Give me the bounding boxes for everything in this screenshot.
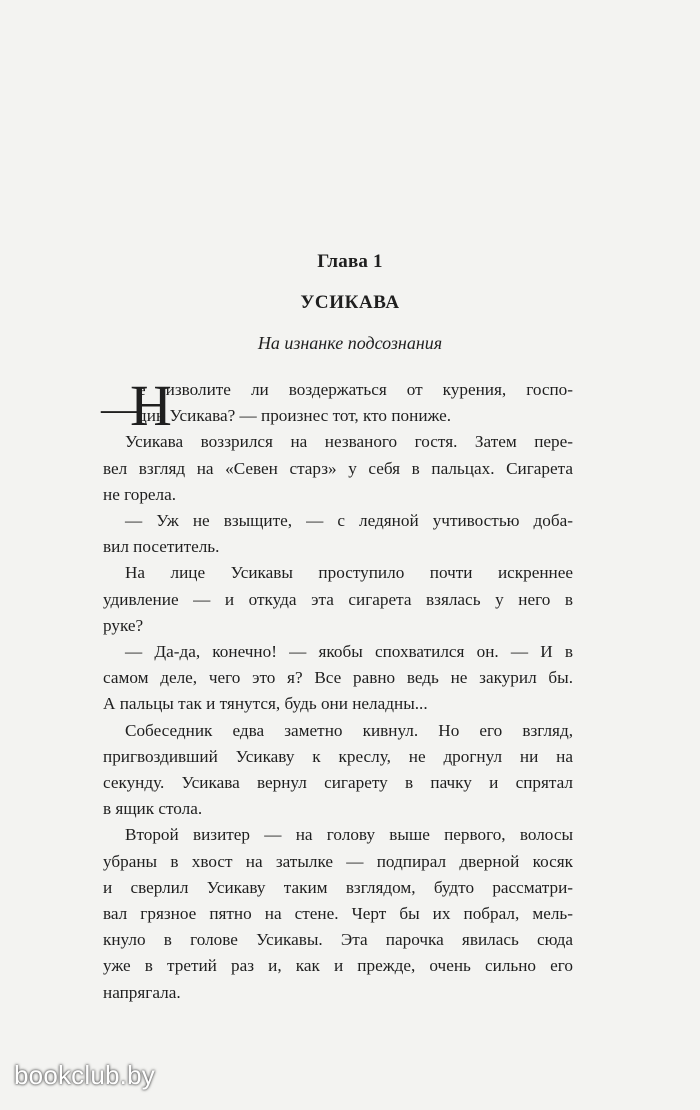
text-line: вил посетитель. bbox=[103, 537, 220, 557]
text-line: е изволите ли воздержаться от курения, госпо- bbox=[138, 380, 573, 399]
chapter-number: Глава 1 bbox=[317, 251, 383, 272]
text-line: Собеседник едва заметно кивнул. Но его взгляд, bbox=[125, 720, 573, 740]
dropcap-letter: Н bbox=[130, 373, 172, 438]
text-line: руке? bbox=[103, 615, 144, 635]
text-line: дин Усикава? — произнес тот, кто пониже. bbox=[138, 406, 452, 426]
paragraph-3 bbox=[103, 508, 573, 560]
paragraph-6 bbox=[103, 718, 573, 823]
text-line: — Уж не взыщите, — с ледяной учтивостью доба- bbox=[125, 511, 573, 531]
text-line: удивление — и откуда эта сигарета взялась у него в bbox=[103, 589, 573, 609]
text-line: напрягала. bbox=[103, 982, 181, 1002]
text-line: Усикава воззрился на незваного гостя. Затем пере- bbox=[125, 432, 573, 452]
text-line: убраны в хвост на затылке — подпирал дверной косяк bbox=[103, 851, 573, 871]
text-line: и сверлил Усикаву таким взглядом, будто рассматри- bbox=[103, 877, 573, 897]
paragraph-4 bbox=[103, 560, 573, 639]
paragraph-1 bbox=[101, 373, 573, 438]
paragraph-5 bbox=[103, 639, 573, 718]
dropcap-dash: — bbox=[101, 388, 139, 430]
text-line: пригвоздивший Усикаву к креслу, не дрогнул ни на bbox=[103, 746, 573, 766]
text-line: в ящик стола. bbox=[103, 799, 203, 819]
text-line: Второй визитер — на голову выше первого, волосы bbox=[125, 825, 573, 845]
chapter-subtitle: На изнанке подсознания bbox=[257, 333, 443, 353]
paragraph-7 bbox=[103, 822, 573, 1005]
watermark: bookclub.by bbox=[14, 1060, 155, 1090]
text-line: уже в третий раз и, как и прежде, очень сильно его bbox=[103, 956, 573, 976]
text-line: вал грязное пятно на стене. Черт бы их побрал, мель- bbox=[103, 904, 573, 924]
text-line: На лице Усикавы проступило почти искреннее bbox=[125, 563, 573, 583]
text-line: вел взгляд на «Севен старз» у себя в пальцах. Сигарета bbox=[103, 458, 573, 478]
text-line: не горела. bbox=[103, 484, 177, 504]
text-line: кнуло в голове Усикавы. Эта парочка явилась сюда bbox=[103, 930, 573, 950]
chapter-title: УСИКАВА bbox=[300, 292, 400, 313]
text-line: — Да-да, конечно! — якобы спохватился он. — И в bbox=[125, 642, 573, 662]
body-text bbox=[101, 373, 573, 1006]
text-line: самом деле, чего это я? Все равно ведь не закурил бы. bbox=[103, 668, 573, 688]
text-line: секунду. Усикава вернул сигарету в пачку и спрятал bbox=[103, 773, 573, 793]
paragraph-2 bbox=[103, 429, 573, 508]
text-line: А пальцы так и тянутся, будь они неладны... bbox=[103, 694, 428, 714]
